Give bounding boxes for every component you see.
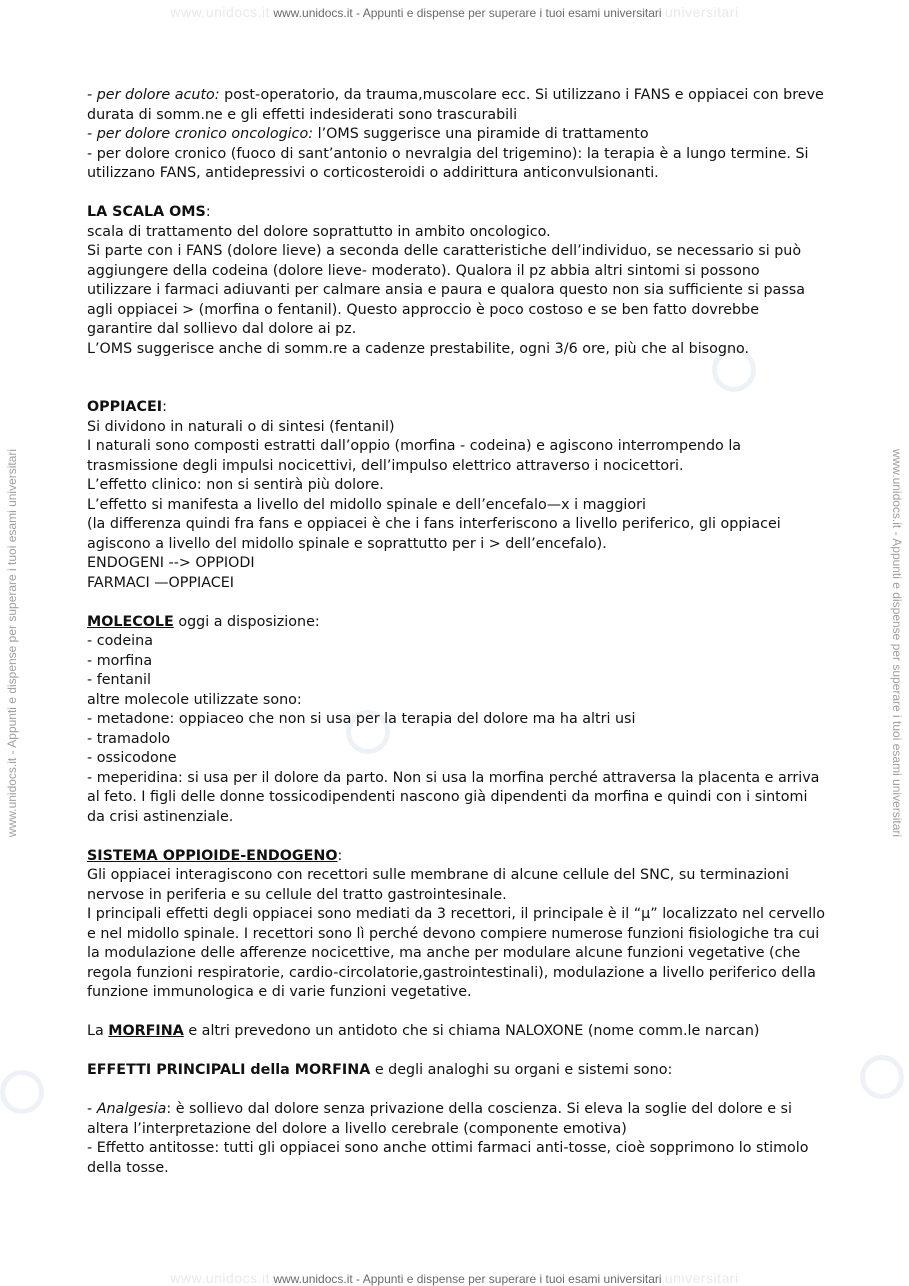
section-heading	[87, 613, 827, 633]
paragraph: altre molecole utilizzate sono:	[87, 691, 302, 708]
paragraph	[87, 86, 827, 125]
paragraph: scala di trattamento del dolore soprattutto in ambito oncologico.	[87, 223, 551, 240]
watermark-top-text: www.unidocs.it - Appunti e dispense per superare i tuoi esami universitari	[273, 6, 662, 20]
section-heading	[87, 1061, 827, 1081]
list-item: - Effetto antitosse: tutti gli oppiacei sono anche ottimi farmaci anti-tosse, cioè sopprimono lo stimolo della tosse.	[87, 1140, 809, 1176]
text: La	[87, 1023, 109, 1039]
paragraph: Si parte con i FANS (dolore lieve) a seconda delle caratteristiche dell’individuo, se necessario si può aggiungere della codeina (dolore lieve- moderato). Qualora il pz abbia altri sintomi si possono utilizzare i farmaci adiuvanti per calmare ansia e paura e qualora questo non sia sufficiente si passa agli oppiacei > (morfina o fentanil). Questo approccio è poco costoso e se ben fatto dovrebbe garantire dal sollievo dal dolore ai pz.	[87, 243, 805, 337]
text: e altri prevedono un antidoto che si chiama NALOXONE (nome comm.le narcan)	[183, 1023, 760, 1039]
paragraph: L’OMS suggerisce anche di somm.re a cadenze prestabilite, ogni 3/6 ore, più che al bisogno.	[87, 340, 750, 357]
list-item: - ossicodone	[87, 750, 177, 766]
text: l’OMS suggerisce una piramide di trattamento	[313, 126, 649, 142]
document-body	[87, 86, 827, 1178]
watermark-top	[0, 4, 909, 20]
text: :	[337, 847, 343, 864]
watermark-bottom	[0, 1270, 909, 1286]
emphasis: - per dolore acuto:	[87, 87, 220, 103]
text: e degli analoghi su organi e sistemi sono:	[370, 1062, 673, 1078]
list-item: - tramadolo	[87, 730, 171, 747]
watermark-bottom-text: www.unidocs.it - Appunti e dispense per superare i tuoi esami universitari	[273, 1272, 662, 1286]
list-item: - codeina	[87, 633, 153, 649]
text: oggi a disposizione:	[173, 613, 320, 630]
heading-text: EFFETTI PRINCIPALI della MORFINA	[87, 1062, 371, 1078]
paragraph	[87, 1022, 827, 1042]
section-heading	[87, 847, 827, 867]
paragraph: FARMACI —OPPIACEI	[87, 574, 235, 591]
emphasis: - per dolore cronico oncologico:	[87, 126, 314, 142]
paragraph: ENDOGENI --> OPPIODI	[87, 555, 255, 571]
paragraph: I principali effetti degli oppiacei sono mediati da 3 recettori, il principale è il “μ” localizzato nel cervello e nel midollo spinale. I recettori sono lì perché devono compiere numerose funzioni fisiologiche tra cui la modulazione delle afferenze nocicettive, ma anche per modulare alcune funzioni vegetative (che regola funzioni respiratorie, cardio-circolatorie,gastrointestinali), modulazione a livello periferico della funzione immunologica e di varie funzioni vegetative.	[87, 906, 825, 1000]
watermark-side-right: www.unidocs.it - Appunti e dispense per superare i tuoi esami universitari	[890, 448, 904, 838]
paragraph: Gli oppiacei interagiscono con recettori sulle membrane di alcune cellule del SNC, su terminazioni nervose in periferia e su cellule del tratto gastrointesinale.	[87, 867, 789, 903]
section-heading	[87, 398, 827, 418]
section-heading	[87, 203, 827, 223]
watermark-ghost-left-bottom: www.unidocs.it	[170, 1270, 270, 1286]
list-item: - meperidina: si usa per il dolore da parto. Non si usa la morfina perché attraversa la placenta e arriva al feto. I figli delle donne tossicodipendenti nascono già dipendenti da morfina e quindi con i sintomi da crisi astinenziale.	[87, 769, 820, 825]
text: -	[87, 1101, 97, 1117]
text: :	[205, 204, 211, 220]
paragraph	[87, 125, 827, 145]
heading-text: SISTEMA OPPIOIDE-ENDOGENO	[87, 847, 338, 864]
list-item: - morfina	[87, 652, 153, 669]
heading-text: LA SCALA OMS	[87, 204, 206, 220]
heading-text: MOLECOLE	[87, 613, 174, 630]
list-item: - metadone: oppiaceo che non si usa per la terapia del dolore ma ha altri usi	[87, 711, 636, 727]
list-item	[87, 1100, 827, 1139]
paragraph: L’effetto clinico: non si sentirà più dolore.	[87, 477, 384, 493]
paragraph: L’effetto si manifesta a livello del midollo spinale e dell’encefalo—x i maggiori	[87, 496, 647, 513]
paragraph: (la differenza quindi fra fans e oppiacei è che i fans interferiscono a livello periferico, gli oppiacei agiscono a livello del midollo spinale e soprattutto per i > dell’encefalo).	[87, 516, 781, 552]
unidocs-logo-icon	[0, 1070, 44, 1114]
paragraph: I naturali sono composti estratti dall’oppio (morfina - codeina) e agiscono interrompendo la trasmissione degli impulsi nocicettivi, dell’impulso elettrico attraverso i nocicettori.	[87, 438, 742, 474]
watermark-side-left: www.unidocs.it - Appunti e dispense per superare i tuoi esami universitari	[5, 448, 19, 838]
paragraph: Si dividono in naturali o di sintesi (fentanil)	[87, 418, 395, 435]
text: post-operatorio, da trauma,muscolare ecc. Si utilizzano i FANS e oppiacei con breve durata di somm.ne e gli effetti indesiderati sono trascurabili	[87, 87, 824, 123]
watermark-ghost-right-bottom: universitari	[664, 1270, 739, 1286]
watermark-ghost-right: universitari	[664, 4, 739, 20]
bold-text: MORFINA	[108, 1023, 184, 1039]
watermark-ghost-left: www.unidocs.it	[170, 4, 270, 20]
text: : è sollievo dal dolore senza privazione della coscienza. Si eleva la soglie del dolore e si altera l’interpretazione del dolore a livello cerebrale (componente emotiva)	[87, 1101, 792, 1137]
unidocs-logo-icon	[860, 1055, 904, 1099]
heading-text: OPPIACEI	[87, 399, 163, 415]
paragraph: - per dolore cronico (fuoco di sant’antonio o nevralgia del trigemino): la terapia è a lungo termine. Si utilizzano FANS, antidepressivi o corticosteroidi o addirittura anticonvulsionanti.	[87, 145, 809, 181]
list-item: - fentanil	[87, 672, 151, 688]
text: :	[162, 399, 167, 415]
emphasis: Analgesia	[96, 1101, 167, 1117]
